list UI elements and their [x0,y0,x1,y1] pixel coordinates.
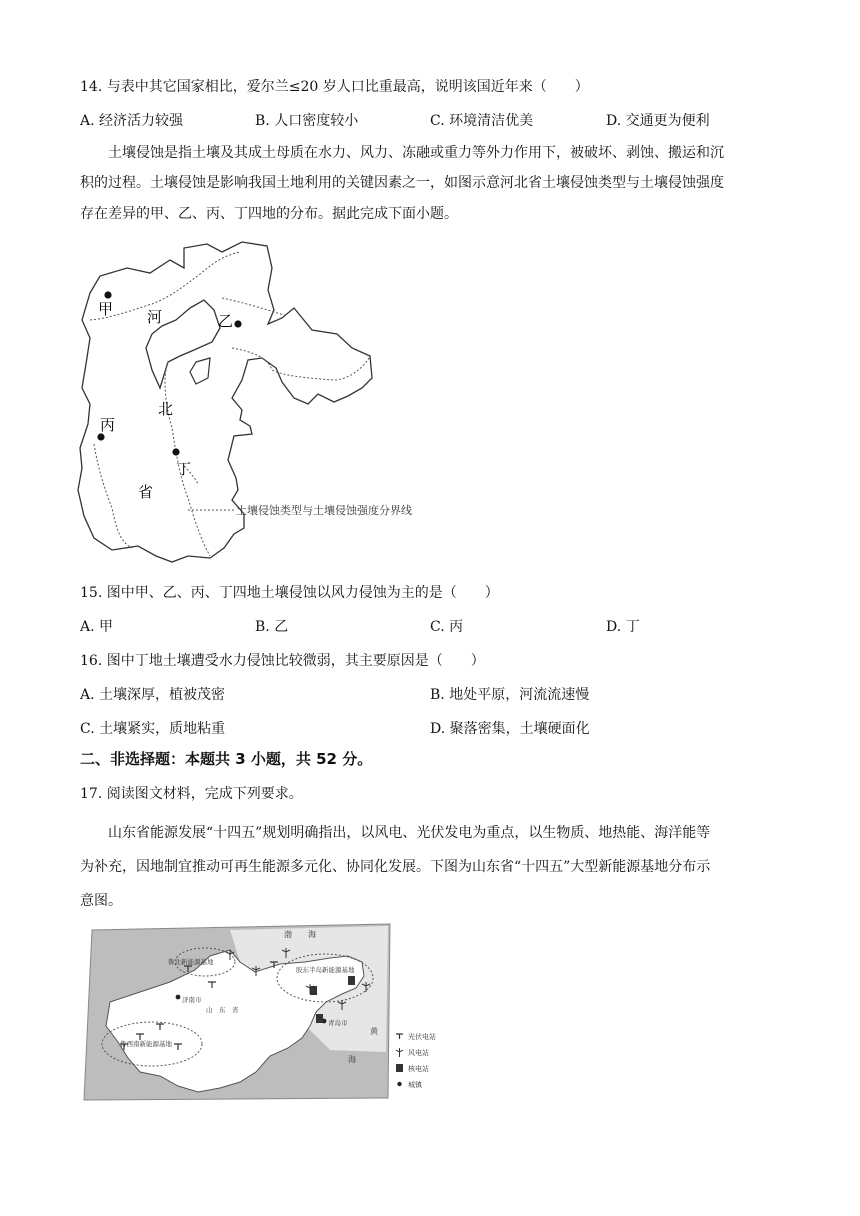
q16-option-d[interactable]: D. 聚落密集，土壤硬面化 [430,721,590,737]
passage1-line-3: 存在差异的甲、乙、丙、丁四地的分布。据此完成下面小题。 [80,206,458,222]
passage2-line-1: 山东省能源发展“十四五”规划明确指出，以风电、光伏发电为重点，以生物质、地热能、海洋能等 [108,825,711,841]
label-base-south: 鲁西南新能源基地 [120,1040,172,1048]
q16-stem: 16. 图中丁地土壤遭受水力侵蚀比较微弱，其主要原因是（ ） [80,653,485,669]
legend-solar: 光伏电站 [408,1033,436,1041]
hebei-soil-erosion-map [72,238,452,568]
label-sheng: 省 [138,483,154,501]
q15-option-c[interactable]: C. 丙 [430,619,464,635]
shandong-energy-map [80,922,460,1102]
label-bei: 北 [158,400,174,418]
label-jinan: 济南市 [182,996,202,1004]
location-dot-yi [234,320,241,327]
passage2-line-3: 意图。 [80,893,122,909]
q15-option-a[interactable]: A. 甲 [80,619,114,635]
label-he: 河 [147,308,163,326]
q15-option-b[interactable]: B. 乙 [255,619,289,635]
q16-option-b[interactable]: B. 地处平原，河流流速慢 [430,687,590,703]
label-shandong: 山 东 省 [206,1006,239,1014]
q16-option-c[interactable]: C. 土壤紧实，质地粘重 [80,721,226,737]
passage1-line-2: 积的过程。土壤侵蚀是影响我国土地利用的关键因素之一，如图示意河北省土壤侵蚀类型与土壤侵蚀强度 [80,175,724,191]
passage2-line-2: 为补充，因地制宜推动可再生能源多元化、协同化发展。下图为山东省“十四五”大型新能源基地分布示 [80,859,711,875]
section2-title: 二、非选择题：本题共 3 小题，共 52 分。 [80,750,373,768]
map1-legend-text: 土壤侵蚀类型与土壤侵蚀强度分界线 [236,504,412,517]
label-yi: 乙 [218,312,234,330]
label-base-north: 鲁北新能源基地 [168,958,214,966]
q14-stem: 14. 与表中其它国家相比，爱尔兰≤20 岁人口比重最高，说明该国近年来（ ） [80,79,589,95]
location-dot-ding [172,448,179,455]
label-bing: 丙 [100,416,116,434]
solar-station-icon [396,1034,403,1039]
map2-legend [396,1032,436,1089]
label-ding: 丁 [176,460,192,478]
q15-option-d[interactable]: D. 丁 [606,619,640,635]
q15-stem: 15. 图中甲、乙、丙、丁四地土壤侵蚀以风力侵蚀为主的是（ ） [80,585,499,601]
legend-nuclear: 核电站 [408,1065,429,1073]
q14-option-d[interactable]: D. 交通更为便利 [606,113,710,129]
label-huang: 黄 [370,1027,378,1036]
q17-stem: 17. 阅读图文材料，完成下列要求。 [80,786,303,802]
legend-wind: 风电站 [408,1049,429,1057]
town-icon [397,1082,401,1086]
q14-option-c[interactable]: C. 环境清洁优美 [430,113,534,129]
legend-town: 城镇 [408,1081,422,1089]
label-bohai-2: 海 [308,930,316,939]
q14-option-a[interactable]: A. 经济活力较强 [80,113,184,129]
label-jia: 甲 [98,300,114,318]
q16-option-a[interactable]: A. 土壤深厚，植被茂密 [80,687,226,703]
q14-option-b[interactable]: B. 人口密度较小 [255,113,359,129]
location-dot-jia [104,291,111,298]
wind-station-icon [396,1048,403,1057]
label-hai: 海 [348,1055,356,1064]
label-bohai-1: 渤 [284,930,292,939]
passage1-line-1: 土壤侵蚀是指土壤及其成土母质在水力、风力、冻融或重力等外力作用下，被破坏、剥蚀、搬运和沉 [108,145,724,161]
label-base-east: 胶东半岛新能源基地 [296,966,355,974]
nuclear-station-icon [396,1064,403,1072]
label-qingdao: 青岛市 [328,1019,348,1027]
location-dot-bing [97,433,104,440]
